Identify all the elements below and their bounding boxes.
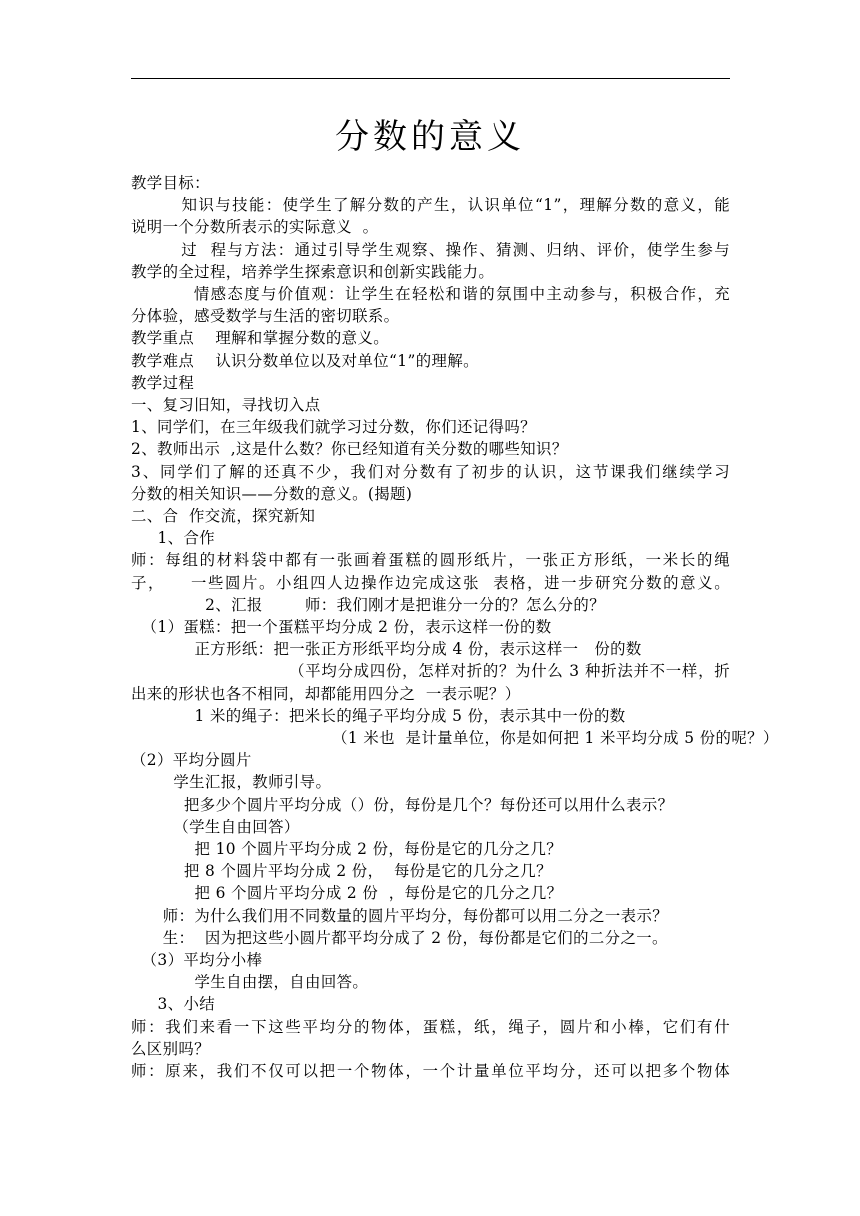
text-line: 把 6 个圆片平均分成 2 份 ，每份是它的几分之几？: [131, 884, 563, 903]
text-line: 出来的形状也各不相同，却都能用四分之 一表示呢？）: [131, 684, 521, 703]
text-line: 3、小结: [131, 995, 216, 1014]
text-line: 把 10 个圆片平均分成 2 份，每份是它的几分之几？: [131, 840, 563, 858]
text-line: 情感态度与价值观：让学生在轻松和谐的氛围中主动参与，积极合作，充: [131, 285, 730, 303]
text-line: 1、同学们，在三年级我们就学习过分数，你们还记得吗？: [131, 418, 536, 437]
text-line: 学生自由摆，自由回答。: [131, 973, 369, 992]
text-line: 教学重点 理解和掌握分数的意义。: [131, 329, 390, 348]
text-line: 分数的相关知识——分数的意义。(揭题): [131, 484, 413, 503]
text-line: 知识与技能：使学生了解分数的产生，认识单位“1”，理解分数的意义，能: [131, 196, 730, 215]
text-line: 师：原来，我们不仅可以把一个物体，一个计量单位平均分，还可以把多个物体: [131, 1062, 730, 1080]
text-line: 教学的全过程，培养学生探索意识和创新实践能力。: [131, 262, 495, 281]
text-line: 师：每组的材料袋中都有一张画着蛋糕的圆形纸片，一张正方形纸，一米长的绳: [131, 551, 730, 570]
text-line: 1、合作: [131, 529, 216, 548]
text-line: 二、合 作交流，探究新知: [131, 507, 316, 525]
text-line: 教学目标：: [131, 174, 210, 192]
text-line: 子， 一些圆片。小组四人边操作边完成这张 表格，进一步研究分数的意义。: [131, 573, 730, 592]
text-line: 学生汇报，教师引导。: [131, 773, 332, 792]
text-line: 1 米的绳子：把米长的绳子平均分成 5 份，表示其中一份的数: [131, 706, 626, 725]
text-line: 么区别吗？: [131, 1039, 210, 1058]
text-line: 教学过程: [131, 373, 195, 392]
text-line: 生： 因为把这些小圆片都平均分成了 2 份，每份都是它们的二分之一。: [131, 928, 668, 947]
text-line: （1）蛋糕：把一个蛋糕平均分成 2 份，表示这样一份的数: [131, 618, 552, 636]
text-line: 分体验，感受数学与生活的密切联系。: [131, 307, 400, 326]
text-line: 教学难点 认识分数单位以及对单位“1”的理解。: [131, 351, 479, 370]
text-line: （1 米也 是计量单位，你是如何把 1 米平均分成 5 份的呢？）: [131, 729, 779, 747]
text-line: 师：我们来看一下这些平均分的物体，蛋糕，纸，绳子，圆片和小棒，它们有什: [131, 1017, 730, 1036]
text-line: （平均分成四份，怎样对折的？为什么 3 种折法并不一样，折: [131, 662, 730, 681]
text-line: 说明一个分数所表示的实际意义 。: [131, 218, 379, 237]
text-line: 2、教师出示 ,这是什么数？你已经知道有关分数的哪些知识？: [131, 440, 568, 459]
header-rule: [131, 78, 730, 79]
text-line: （3）平均分小棒: [131, 951, 263, 969]
text-line: 把多少个圆片平均分成（）份，每份是几个？每份还可以用什么表示？: [131, 795, 674, 814]
text-line: （2）平均分圆片: [131, 751, 252, 770]
text-line: 3、同学们了解的还真不少，我们对分数有了初步的认识，这节课我们继续学习: [131, 462, 730, 481]
text-line: 师：为什么我们用不同数量的圆片平均分，每份都可以用二分之一表示？: [131, 906, 669, 925]
document-title: 分数的意义: [335, 117, 525, 157]
text-line: 一、复习旧知，寻找切入点: [131, 396, 321, 414]
text-line: （学生自由回答）: [131, 817, 300, 836]
text-line: 2、汇报 师：我们刚才是把谁分一分的？怎么分的？: [131, 595, 606, 614]
text-line: 把 8 个圆片平均分成 2 份， 每份是它的几分之几？: [131, 862, 552, 881]
text-line: 过 程与方法：通过引导学生观察、操作、猜测、归纳、评价，使学生参与: [131, 240, 730, 259]
text-line: 正方形纸：把一张正方形纸平均分成 4 份，表示这样一 份的数: [131, 640, 642, 659]
